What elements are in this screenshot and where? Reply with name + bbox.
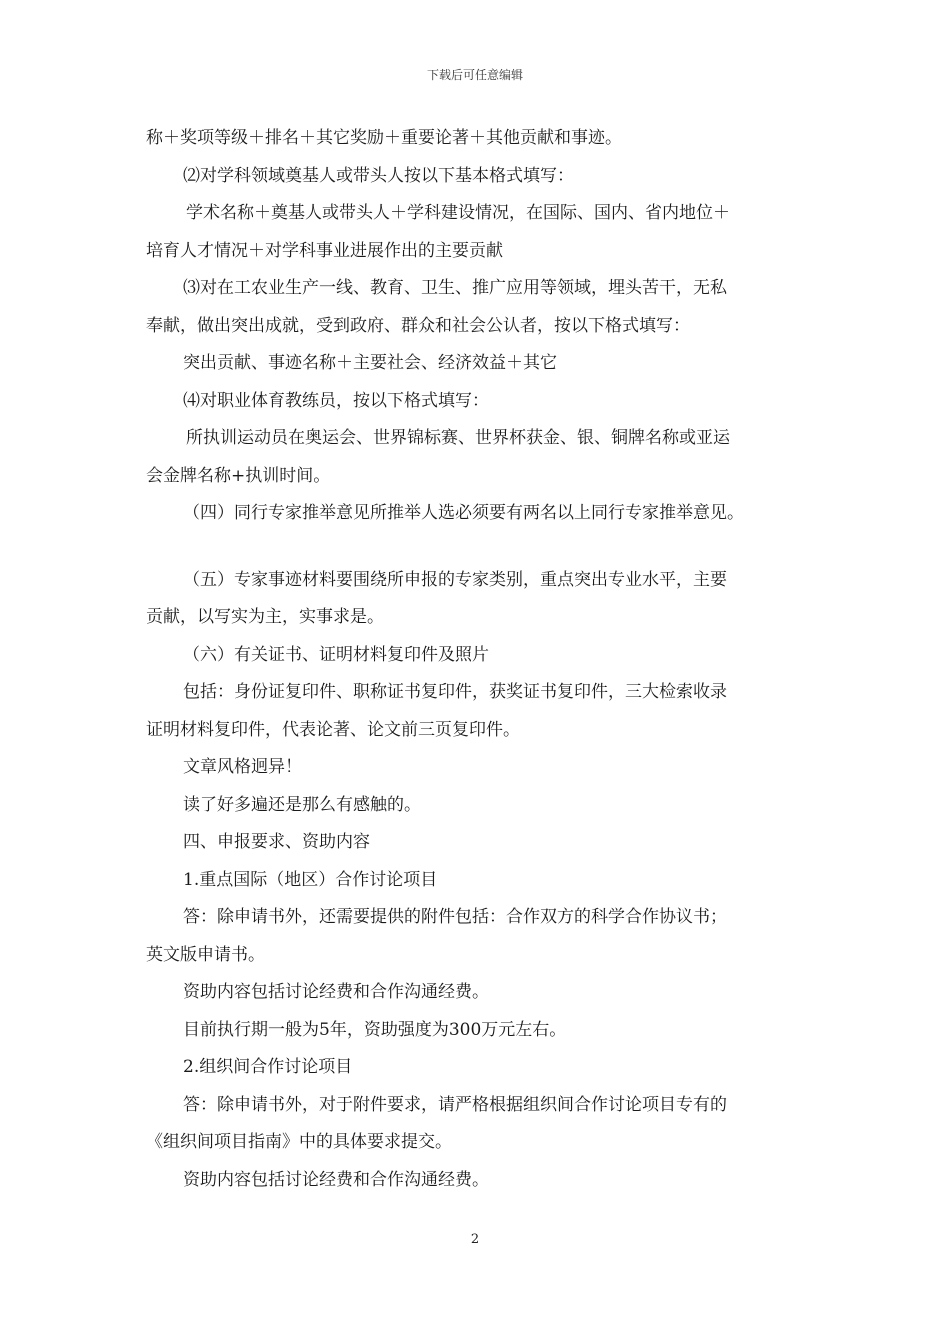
paragraph-line: ⑷对职业体育教练员，按以下格式填写： xyxy=(183,390,489,411)
paragraph-line: 学术名称＋奠基人或带头人＋学科建设情况，在国际、国内、省内地位＋ xyxy=(186,203,730,223)
paragraph-gap xyxy=(146,533,810,562)
paragraph-line: 资助内容包括讨论经费和合作沟通经费。 xyxy=(183,982,489,1002)
paragraph-line: 贡献，以写实为主，实事求是。 xyxy=(146,607,384,627)
section-heading: 四、申报要求、资助内容 xyxy=(183,832,370,852)
paragraph-line: 答：除申请书外，对于附件要求，请严格根据组织间合作讨论项目专有的 xyxy=(183,1094,727,1115)
paragraph-line: 所执训运动员在奥运会、世界锦标赛、世界杯获金、银、铜牌名称或亚运 xyxy=(186,428,730,448)
page-header: 下载后可任意编辑 xyxy=(426,68,523,82)
paragraph-line: 称＋奖项等级＋排名＋其它奖励＋重要论著＋其他贡献和事迹。 xyxy=(146,128,622,148)
paragraph-line: 突出贡献、事迹名称＋主要社会、经济效益＋其它 xyxy=(183,353,557,373)
paragraph-line: 培育人才情况＋对学科事业进展作出的主要贡献 xyxy=(146,240,503,261)
paragraph-line: 资助内容包括讨论经费和合作沟通经费。 xyxy=(183,1169,489,1190)
paragraph-line: 文章风格迥异！ xyxy=(183,757,302,777)
page-number: 2 xyxy=(470,1232,480,1247)
paragraph-line: 会金牌名称+执训时间。 xyxy=(146,465,331,486)
paragraph-line: ⑵对学科领域奠基人或带头人按以下基本格式填写： xyxy=(183,165,574,186)
paragraph-line: 读了好多遍还是那么有感触的。 xyxy=(183,794,421,815)
paragraph-line: 英文版申请书。 xyxy=(146,944,265,965)
paragraph-line: 证明材料复印件，代表论著、论文前三页复印件。 xyxy=(146,719,520,740)
paragraph-line: 目前执行期一般为5年，资助强度为300万元左右。 xyxy=(183,1019,567,1040)
paragraph-line: （六）有关证书、证明材料复印件及照片 xyxy=(183,644,489,665)
paragraph-line: （五）专家事迹材料要围绕所申报的专家类别，重点突出专业水平，主要 xyxy=(183,569,727,590)
document-body xyxy=(146,120,810,1199)
paragraph-line: 奉献，做出突出成就，受到政府、群众和社会公认者，按以下格式填写： xyxy=(146,315,690,336)
paragraph-line: （四）同行专家推举意见所推举人选必须要有两名以上同行专家推举意见。 xyxy=(183,503,744,523)
paragraph-line: 答：除申请书外，还需要提供的附件包括：合作双方的科学合作协议书； xyxy=(183,907,727,927)
paragraph-line: ⑶对在工农业生产一线、教育、卫生、推广应用等领域，埋头苦干，无私 xyxy=(183,278,727,298)
paragraph-line: 包括：身份证复印件、职称证书复印件，获奖证书复印件，三大检索收录 xyxy=(183,682,727,702)
paragraph-line: 《组织间项目指南》中的具体要求提交。 xyxy=(146,1132,452,1152)
subsection-heading: 1.重点国际（地区）合作讨论项目 xyxy=(183,869,438,890)
subsection-heading: 2.组织间合作讨论项目 xyxy=(183,1057,353,1077)
